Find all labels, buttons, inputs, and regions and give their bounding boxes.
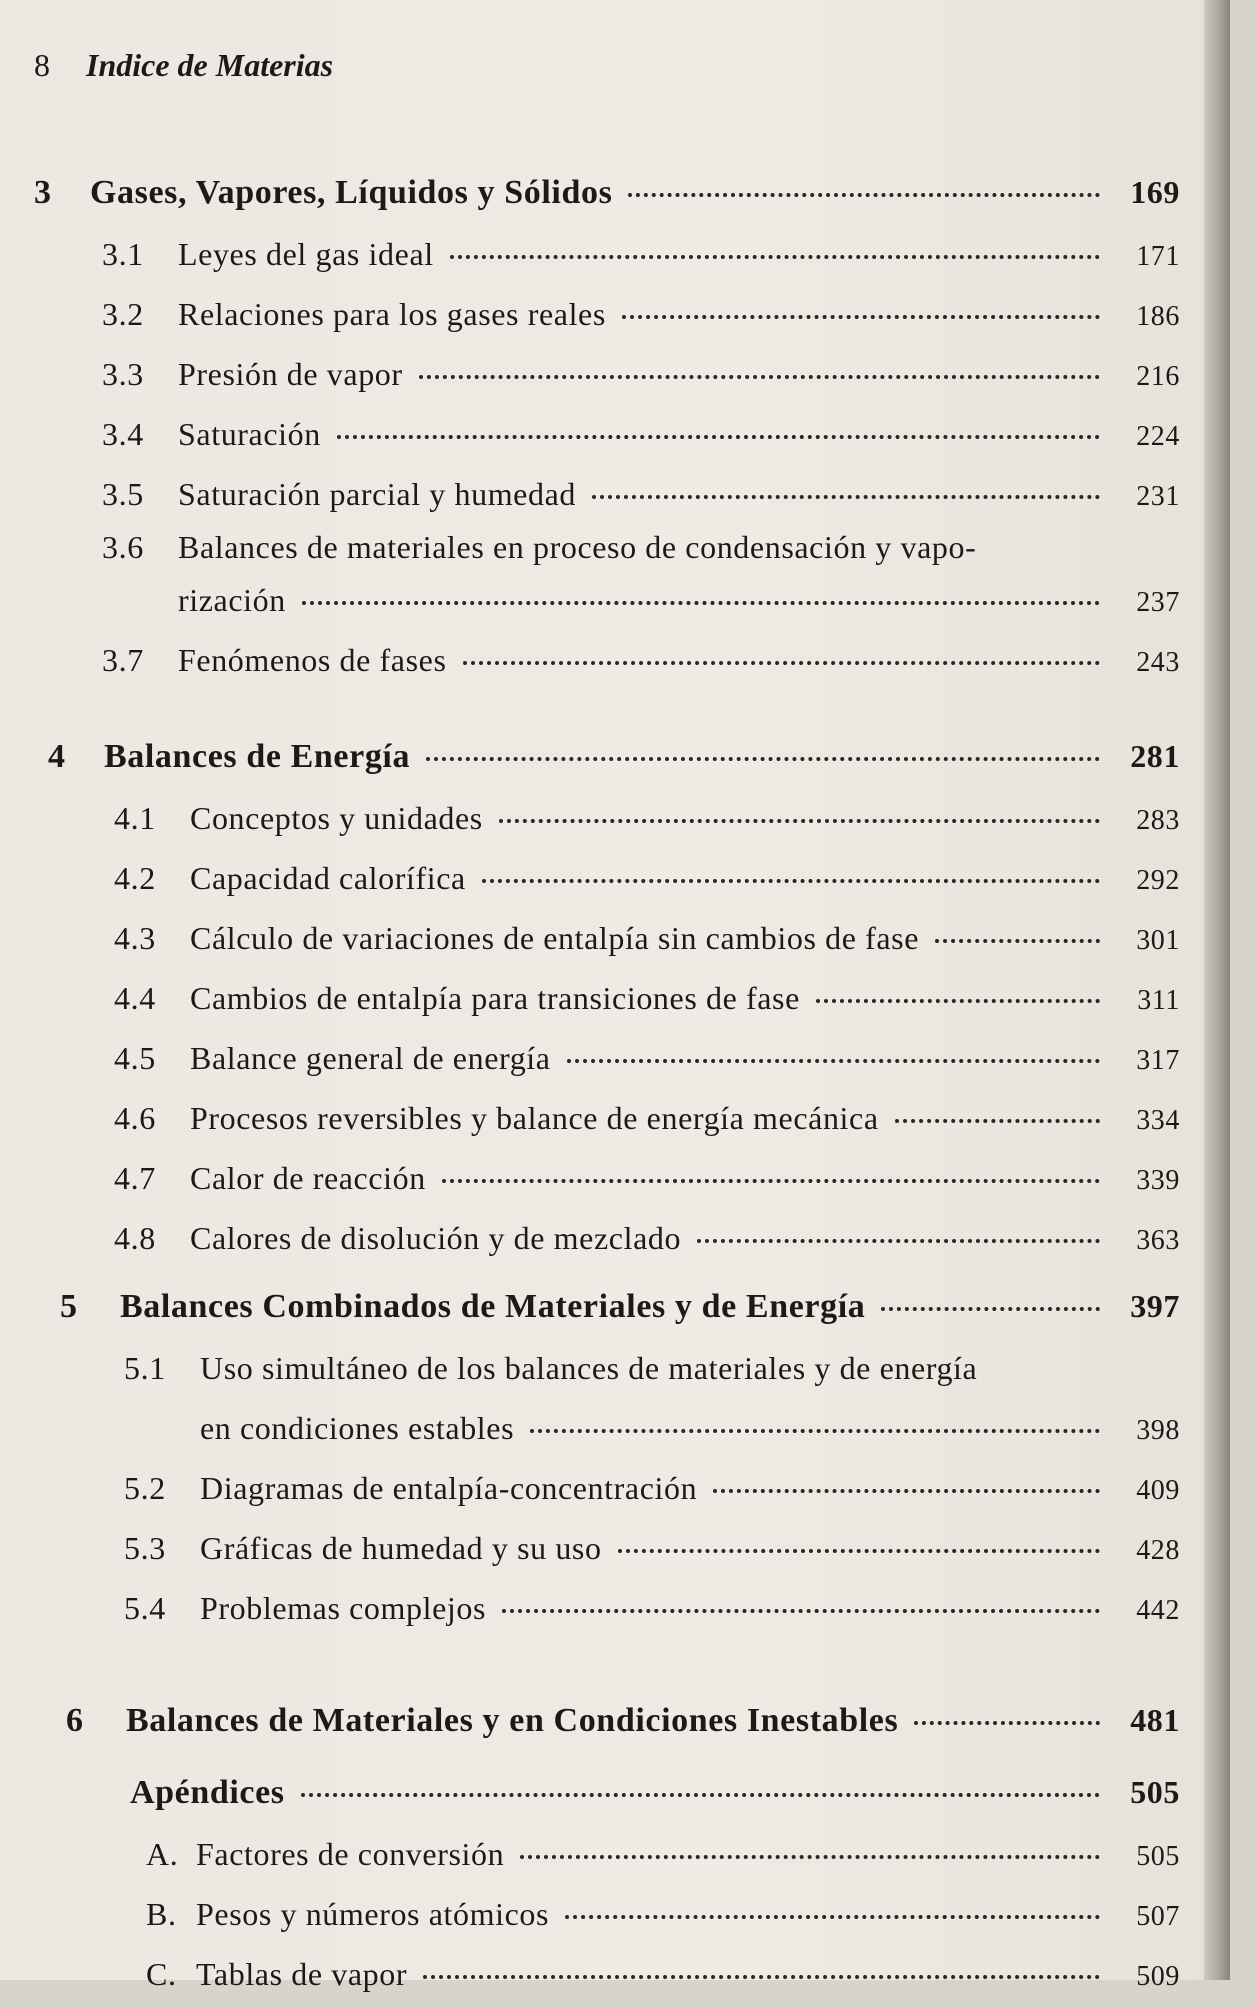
section-page: 171: [1136, 241, 1180, 272]
appendix-page: 507: [1136, 1901, 1180, 1932]
dot-leader: [618, 1549, 1100, 1553]
page-edge-shadow: [1204, 0, 1230, 1980]
appendices-title: Apéndices: [130, 1774, 285, 1811]
section-title: Diagramas de entalpía-concentración: [200, 1470, 698, 1506]
section-number: 5.4: [124, 1590, 166, 1626]
section-page: 334: [1136, 1105, 1180, 1136]
section-number: 3.6: [102, 529, 144, 565]
chapter-number: 3: [34, 174, 52, 211]
section-title: Cálculo de variaciones de entalpía sin cambios de fase: [190, 920, 920, 956]
dot-leader: [337, 435, 1100, 439]
section-row: [34, 1088, 1180, 1148]
section-number: 4.8: [114, 1220, 156, 1256]
section-number: 4.1: [114, 800, 156, 836]
section-row-continuation: [34, 570, 1180, 630]
section-number: 4.5: [114, 1040, 156, 1076]
dot-leader: [565, 1915, 1100, 1919]
section-number: 3.4: [102, 416, 144, 452]
dot-leader: [697, 1239, 1100, 1243]
section-title: Leyes del gas ideal: [178, 236, 434, 272]
appendix-page: 509: [1136, 1961, 1180, 1992]
section-row: [34, 788, 1180, 848]
dot-leader: [520, 1855, 1100, 1859]
section-page: 224: [1136, 421, 1180, 452]
section-page: 243: [1136, 647, 1180, 678]
section-row: [34, 284, 1180, 344]
section-title: Balances de materiales en proceso de condensación y vapo-: [178, 529, 977, 565]
chapter-number: 4: [48, 738, 66, 775]
section-number: 3.5: [102, 476, 144, 512]
appendix-letter: B.: [146, 1896, 177, 1932]
dot-leader: [567, 1059, 1100, 1063]
appendices-page: 505: [1130, 1774, 1180, 1810]
section-page: 216: [1136, 361, 1180, 392]
section-number: 5.2: [124, 1470, 166, 1506]
section-title-continued: en condiciones estables: [200, 1410, 515, 1446]
dot-leader: [935, 939, 1100, 943]
section-row: [34, 464, 1180, 524]
section-page: 301: [1136, 925, 1180, 956]
running-header: [34, 40, 1180, 90]
appendices-row: [34, 1760, 1180, 1824]
dot-leader: [622, 315, 1100, 319]
chapter-title: Balances de Materiales y en Condiciones Inestables: [126, 1702, 899, 1739]
dot-leader: [302, 601, 1100, 605]
section-number: 4.4: [114, 980, 156, 1016]
dot-leader: [301, 1793, 1100, 1797]
section-title: Relaciones para los gases reales: [178, 296, 606, 332]
dot-leader: [530, 1429, 1100, 1433]
section-row: [34, 1458, 1180, 1518]
chapter-page: 281: [1130, 738, 1180, 774]
section-number: 4.2: [114, 860, 156, 896]
section-number: 5.3: [124, 1530, 166, 1566]
section-title: Capacidad calorífica: [190, 860, 466, 896]
section-title: Uso simultáneo de los balances de materiales y de energía: [200, 1350, 978, 1386]
chapter-number: 6: [66, 1702, 84, 1739]
dot-leader: [450, 255, 1100, 259]
section-title: Balance general de energía: [190, 1040, 551, 1076]
appendix-letter: A.: [146, 1836, 179, 1872]
appendix-row: [34, 1944, 1180, 2004]
section-title: Gráficas de humedad y su uso: [200, 1530, 602, 1566]
section-row: [34, 404, 1180, 464]
chapter-title: Gases, Vapores, Líquidos y Sólidos: [90, 174, 613, 211]
section-page: 311: [1137, 985, 1180, 1016]
dot-leader: [628, 193, 1100, 197]
section-page: 283: [1136, 805, 1180, 836]
dot-leader: [895, 1119, 1100, 1123]
section-row: [34, 848, 1180, 908]
section-number: 3.7: [102, 642, 144, 678]
section-page: 339: [1136, 1165, 1180, 1196]
section-row: [34, 1148, 1180, 1208]
section-page: 237: [1136, 587, 1180, 618]
section-title: Saturación: [178, 416, 321, 452]
appendix-page: 505: [1136, 1841, 1180, 1872]
header-page-number: 8: [34, 47, 50, 83]
chapter-row: [34, 160, 1180, 224]
section-row: [34, 908, 1180, 968]
dot-leader: [816, 999, 1100, 1003]
chapter-page: 481: [1130, 1702, 1180, 1738]
section-title: Calores de disolución y de mezclado: [190, 1220, 682, 1256]
section-number: 4.3: [114, 920, 156, 956]
section-number: 3.2: [102, 296, 144, 332]
section-title: Presión de vapor: [178, 356, 403, 392]
dot-leader: [442, 1179, 1100, 1183]
dot-leader: [499, 819, 1100, 823]
dot-leader: [502, 1609, 1100, 1613]
section-number: 3.1: [102, 236, 144, 272]
chapter-5: [34, 1274, 1180, 1638]
chapter-3: [34, 160, 1180, 690]
section-row: [34, 524, 1180, 570]
section-number: 4.6: [114, 1100, 156, 1136]
chapter-title: Balances Combinados de Materiales y de Energía: [120, 1288, 866, 1325]
section-row: [34, 1338, 1180, 1398]
chapter-page: 169: [1130, 174, 1180, 210]
section-number: 4.7: [114, 1160, 156, 1196]
section-row: [34, 1208, 1180, 1268]
section-row: [34, 630, 1180, 690]
section-page: 398: [1136, 1415, 1180, 1446]
dot-leader: [914, 1721, 1100, 1725]
section-title-continued: rización: [178, 582, 286, 618]
section-title: Saturación parcial y humedad: [178, 476, 576, 512]
dot-leader: [463, 661, 1100, 665]
section-page: 186: [1136, 301, 1180, 332]
section-title: Fenómenos de fases: [178, 642, 447, 678]
section-title: Problemas complejos: [200, 1590, 487, 1626]
dot-leader: [426, 757, 1100, 761]
section-page: 428: [1136, 1535, 1180, 1566]
header-title: Indice de Materias: [86, 47, 334, 83]
chapter-4: [34, 724, 1180, 1268]
dot-leader: [713, 1489, 1100, 1493]
chapter-row: [34, 1274, 1180, 1338]
appendices: [34, 1760, 1180, 2004]
dot-leader: [423, 1975, 1100, 1979]
section-row: [34, 1028, 1180, 1088]
dot-leader: [419, 375, 1100, 379]
dot-leader: [482, 879, 1100, 883]
appendix-letter: C.: [146, 1956, 177, 1992]
appendix-row: [34, 1884, 1180, 1944]
section-number: 3.3: [102, 356, 144, 392]
appendix-title: Tablas de vapor: [196, 1956, 408, 1992]
section-page: 409: [1136, 1475, 1180, 1506]
chapter-number: 5: [60, 1288, 78, 1325]
section-page: 292: [1136, 865, 1180, 896]
section-row-continuation: [34, 1398, 1180, 1458]
section-title: Cambios de entalpía para transiciones de fase: [190, 980, 800, 1016]
appendix-row: [34, 1824, 1180, 1884]
chapter-page: 397: [1130, 1288, 1180, 1324]
section-page: 231: [1136, 481, 1180, 512]
appendix-title: Pesos y números atómicos: [196, 1896, 550, 1932]
section-row: [34, 344, 1180, 404]
section-title: Conceptos y unidades: [190, 800, 483, 836]
chapter-row: [34, 1688, 1180, 1752]
section-page: 317: [1136, 1045, 1180, 1076]
chapter-title: Balances de Energía: [104, 738, 411, 775]
section-title: Procesos reversibles y balance de energía mecánica: [190, 1100, 879, 1136]
section-page: 442: [1136, 1595, 1180, 1626]
appendix-title: Factores de conversión: [196, 1836, 505, 1872]
section-row: [34, 1518, 1180, 1578]
chapter-row: [34, 724, 1180, 788]
dot-leader: [592, 495, 1100, 499]
section-title: Calor de reacción: [190, 1160, 426, 1196]
section-row: [34, 968, 1180, 1028]
section-page: 363: [1136, 1225, 1180, 1256]
section-row: [34, 1578, 1180, 1638]
section-row: [34, 224, 1180, 284]
section-number: 5.1: [124, 1350, 166, 1386]
dot-leader: [881, 1307, 1100, 1311]
chapter-6: [34, 1688, 1180, 1752]
